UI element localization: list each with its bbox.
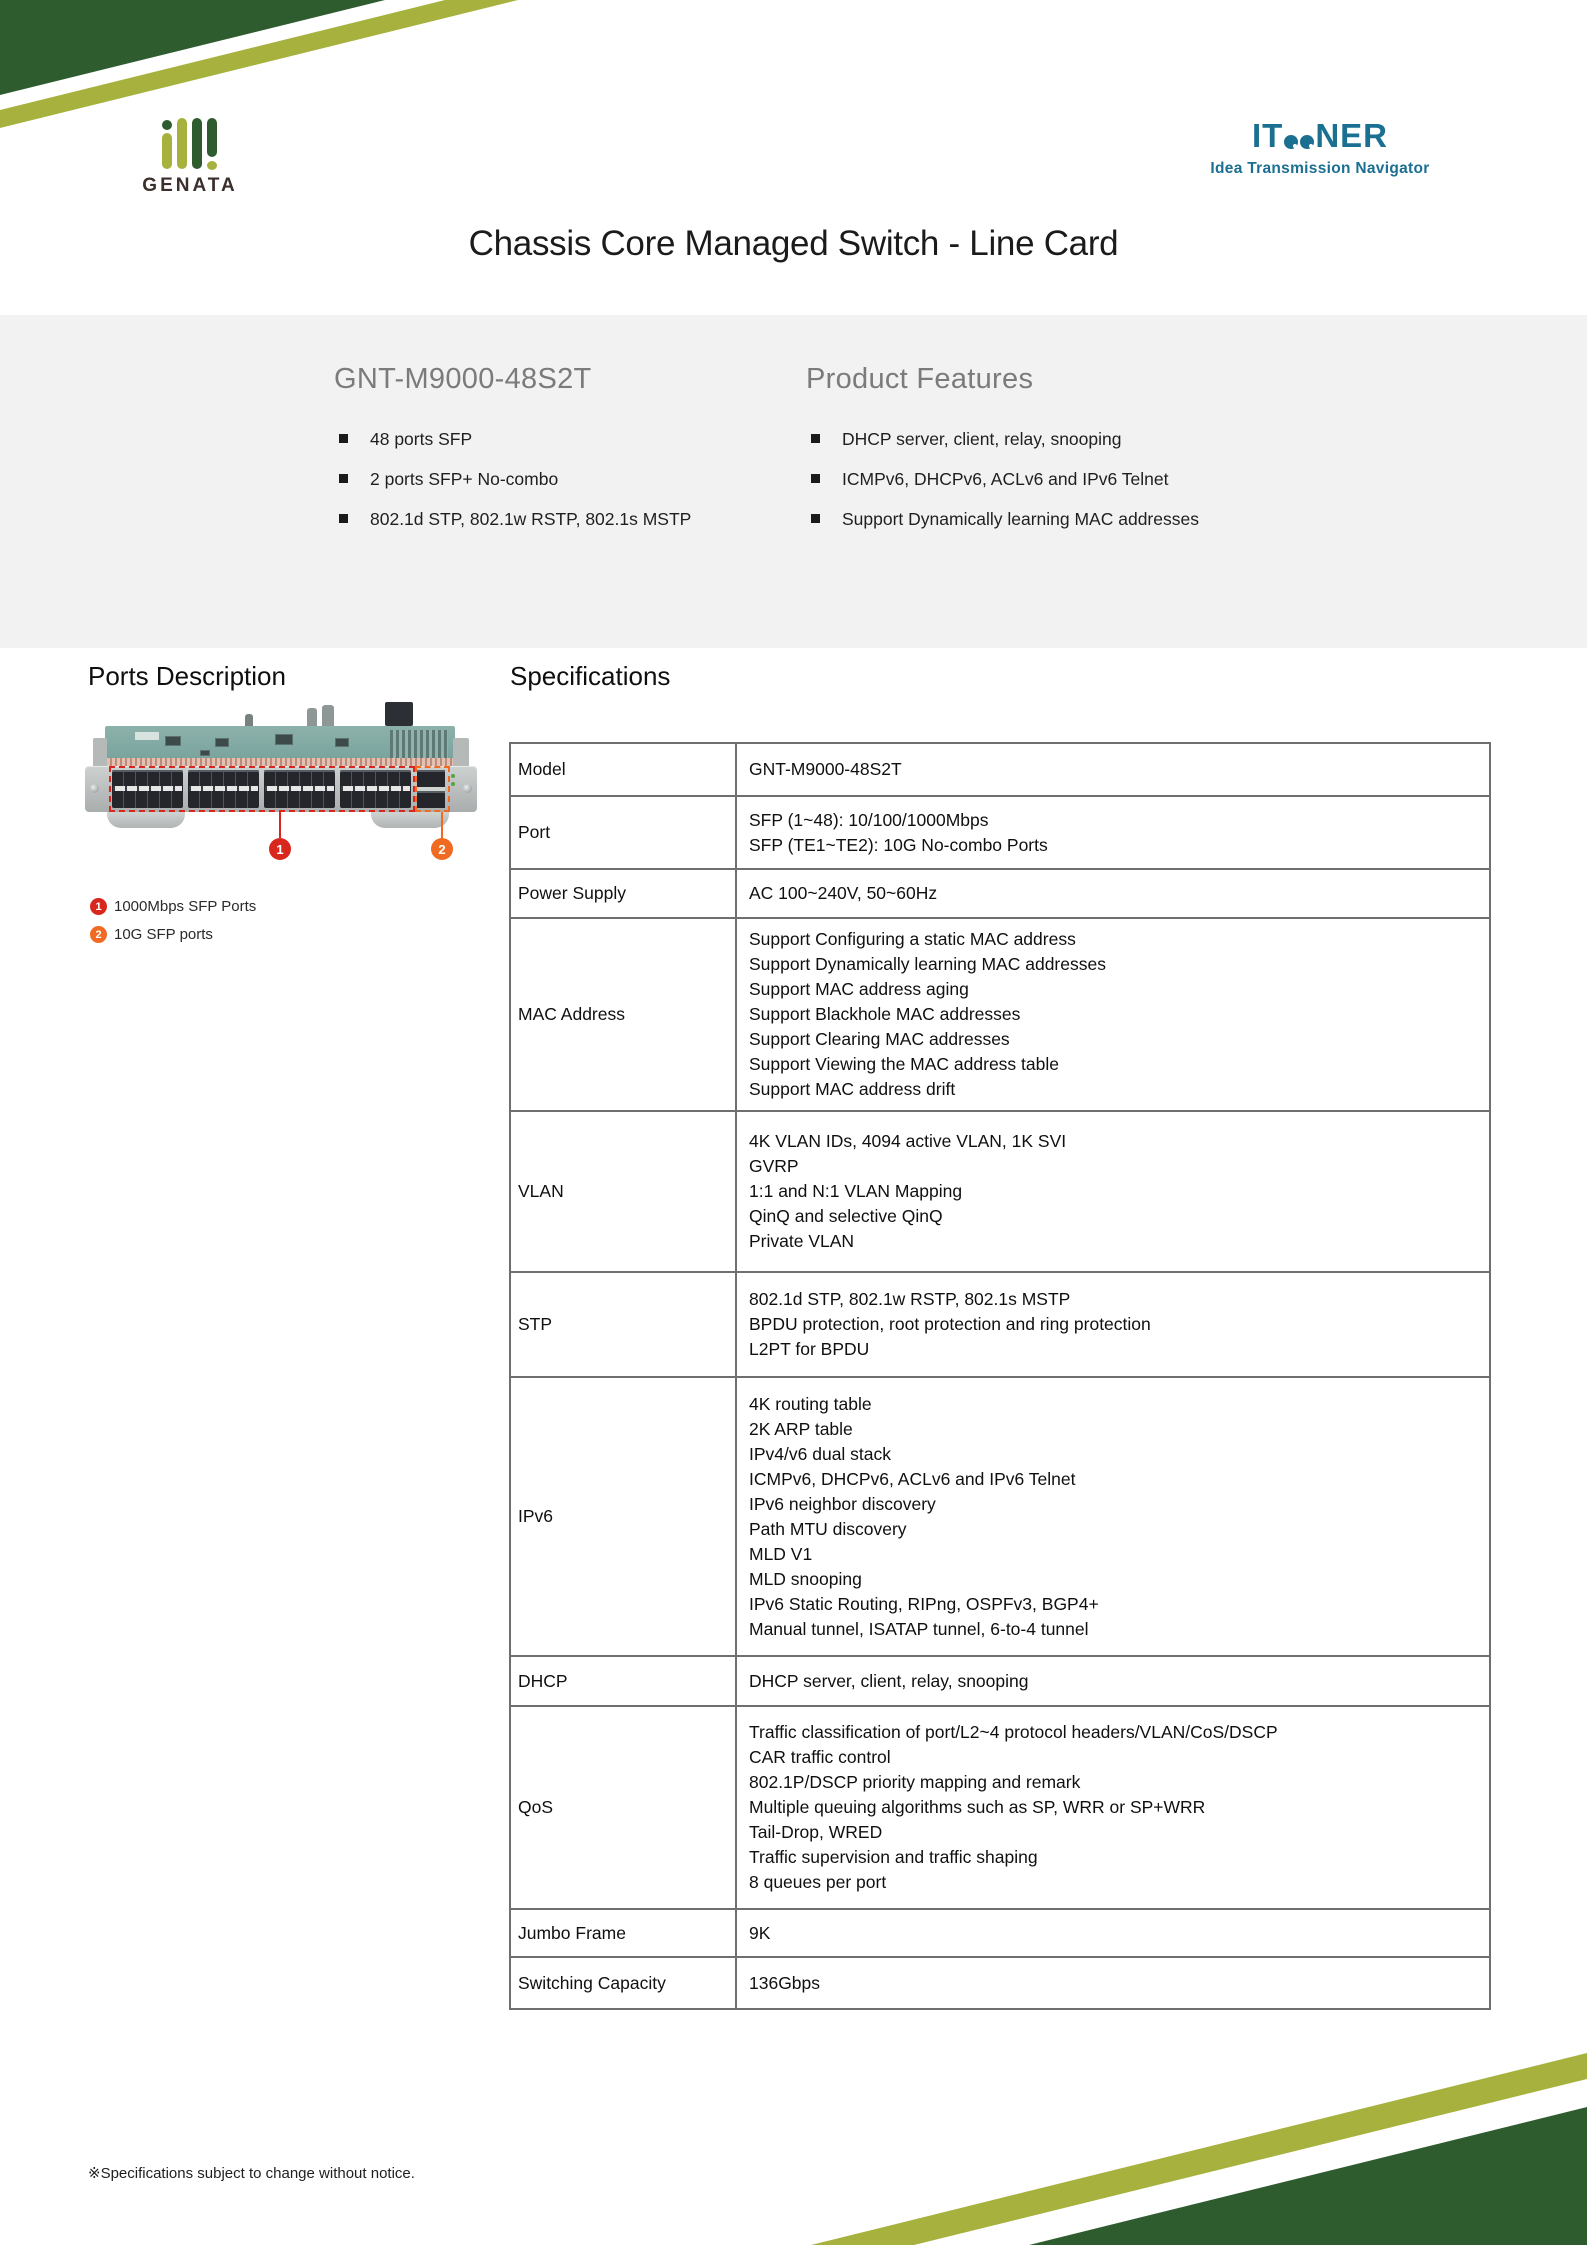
spec-value-line: L2PT for BPDU <box>749 1339 870 1359</box>
table-row <box>511 919 1489 1112</box>
list-item <box>811 509 1199 549</box>
table-row <box>511 744 1489 797</box>
spec-row-label: Jumbo Frame <box>511 1910 737 1956</box>
product-features-heading: Product Features <box>806 363 1034 395</box>
spec-row-label: Switching Capacity <box>511 1958 737 2008</box>
list-item <box>811 429 1199 469</box>
spec-value-line: ICMPv6, DHCPv6, ACLv6 and IPv6 Telnet <box>749 1468 1076 1489</box>
genata-logo-bar-icon <box>162 133 172 169</box>
page-title: Chassis Core Managed Switch - Line Card <box>468 224 1119 263</box>
footnote: ※Specifications subject to change without notice. <box>88 2165 415 2182</box>
header-stripe-olive <box>0 0 518 128</box>
bullet-text: 802.1d STP, 802.1w RSTP, 802.1s MSTP <box>370 509 692 529</box>
specifications-table <box>509 742 1491 2010</box>
genata-logo-bar-icon <box>177 118 187 169</box>
spec-value-line: Path MTU discovery <box>749 1518 907 1539</box>
spec-row-value <box>737 1958 1489 2008</box>
spec-value-line: 136Gbps <box>749 1972 821 1993</box>
spec-row-value <box>737 1707 1489 1908</box>
spec-value-line: IPv6 neighbor discovery <box>749 1493 936 1514</box>
pcb-connector-icon <box>385 702 413 726</box>
features-bullet-list <box>811 429 1199 549</box>
spec-row-label: Power Supply <box>511 870 737 917</box>
table-row <box>511 1657 1489 1707</box>
itooner-wordmark-right: NER <box>1315 117 1388 154</box>
spec-value-line: 8 queues per port <box>749 1872 887 1892</box>
pcb-label <box>135 732 159 740</box>
pcb-chip-icon <box>215 738 229 747</box>
itooner-tagline: Idea Transmission Navigator <box>1210 160 1430 177</box>
pcb-chip-icon <box>275 734 293 745</box>
genata-logo-dot-icon <box>162 120 172 130</box>
spec-value-line: 802.1d STP, 802.1w RSTP, 802.1s MSTP <box>749 1289 1071 1309</box>
spec-row-value <box>737 919 1489 1110</box>
spec-value-line: 802.1P/DSCP priority mapping and remark <box>749 1772 1081 1792</box>
spec-value-line: SFP (1~48): 10/100/1000Mbps <box>749 809 989 830</box>
list-item <box>339 509 691 549</box>
line-card-illustration <box>85 700 477 868</box>
footer-stripe-dark <box>1029 2107 1587 2245</box>
genata-logo-bar-icon <box>207 118 217 157</box>
spec-value-line: 4K routing table <box>749 1393 872 1414</box>
bullet-text: 2 ports SFP+ No-combo <box>370 469 559 489</box>
spec-row-label: MAC Address <box>511 919 737 1110</box>
spec-value-line: SFP (TE1~TE2): 10G No-combo Ports <box>749 834 1048 855</box>
spec-value-line: Support Blackhole MAC addresses <box>749 1004 1021 1024</box>
spec-row-label: QoS <box>511 1707 737 1908</box>
bracket-post <box>93 738 107 768</box>
itooner-logo <box>1165 118 1475 178</box>
sfp-ports-callout-box <box>109 766 415 812</box>
spec-value-line: BPDU protection, root protection and ring protection <box>749 1314 1151 1334</box>
callout-line <box>441 812 443 838</box>
list-item <box>339 469 691 509</box>
product-summary-band <box>0 315 1587 648</box>
pcb-chip-icon <box>200 750 210 756</box>
spec-row-value <box>737 1273 1489 1376</box>
bullet-square-icon <box>339 474 348 483</box>
bullet-text: DHCP server, client, relay, snooping <box>842 429 1122 449</box>
table-row <box>511 1273 1489 1378</box>
spec-value-line: Traffic supervision and traffic shaping <box>749 1847 1038 1867</box>
sfp-plus-callout-box <box>415 766 450 812</box>
bullet-square-icon <box>811 514 820 523</box>
screw-icon <box>463 784 472 793</box>
header-stripe-dark <box>0 0 385 95</box>
legend-label: 10G SFP ports <box>114 926 213 943</box>
model-bullet-list <box>339 429 691 549</box>
genata-logo-dot-icon <box>207 161 217 170</box>
spec-value-line: IPv6 Static Routing, RIPng, OSPFv3, BGP4+ <box>749 1593 1099 1614</box>
spec-value-line: Support MAC address aging <box>749 979 969 999</box>
table-row <box>511 1112 1489 1273</box>
table-row <box>511 870 1489 919</box>
spec-value-line: Traffic classification of port/L2~4 protocol headers/VLAN/CoS/DSCP <box>749 1722 1278 1742</box>
itooner-o-icon <box>1300 135 1314 149</box>
marker-1-icon: 1 <box>269 838 291 860</box>
spec-value-line: 4K VLAN IDs, 4094 active VLAN, 1K SVI <box>749 1131 1067 1151</box>
legend-marker-2-icon: 2 <box>90 926 107 943</box>
spec-value-line: GVRP <box>749 1156 799 1176</box>
spec-row-label: DHCP <box>511 1657 737 1705</box>
product-model-heading: GNT-M9000-48S2T <box>334 363 592 395</box>
table-row <box>511 1707 1489 1910</box>
spec-value-line: Support MAC address drift <box>749 1079 956 1099</box>
pcb-chip-icon <box>165 736 181 746</box>
spec-value-line: AC 100~240V, 50~60Hz <box>749 883 938 903</box>
bullet-square-icon <box>811 474 820 483</box>
genata-logo <box>140 112 240 204</box>
spec-row-label: Port <box>511 797 737 868</box>
status-led-icon <box>451 774 455 778</box>
legend-marker-1-icon: 1 <box>90 898 107 915</box>
spec-row-label: IPv6 <box>511 1378 737 1655</box>
card-handle <box>107 812 185 828</box>
spec-value-line: Multiple queuing algorithms such as SP, WRR or SP+WRR <box>749 1797 1206 1817</box>
pcb-component-icon <box>245 714 253 726</box>
pcb-board <box>105 726 455 768</box>
itooner-wordmark <box>1165 118 1475 154</box>
spec-value-line: 1:1 and N:1 VLAN Mapping <box>749 1181 963 1201</box>
bullet-square-icon <box>339 434 348 443</box>
spec-row-label: STP <box>511 1273 737 1376</box>
status-led-icon <box>451 782 455 786</box>
spec-value-line: Manual tunnel, ISATAP tunnel, 6-to-4 tunnel <box>749 1618 1089 1639</box>
bullet-text: ICMPv6, DHCPv6, ACLv6 and IPv6 Telnet <box>842 469 1169 489</box>
legend-label: 1000Mbps SFP Ports <box>114 898 257 915</box>
specifications-heading: Specifications <box>510 661 671 691</box>
spec-value-line: 9K <box>749 1922 771 1943</box>
spec-value-line: IPv4/v6 dual stack <box>749 1443 892 1464</box>
spec-value-line: DHCP server, client, relay, snooping <box>749 1670 1029 1691</box>
spec-row-value <box>737 1112 1489 1271</box>
spec-value-line: MLD V1 <box>749 1543 813 1564</box>
spec-row-value <box>737 870 1489 917</box>
spec-value-line: Support Configuring a static MAC address <box>749 929 1076 949</box>
list-item <box>811 469 1199 509</box>
spec-value-line: Tail-Drop, WRED <box>749 1822 883 1842</box>
spec-value-line: Support Viewing the MAC address table <box>749 1054 1059 1074</box>
spec-value-line: Support Clearing MAC addresses <box>749 1029 1010 1049</box>
spec-value-line: Support Dynamically learning MAC addresses <box>749 954 1106 974</box>
ports-description-heading: Ports Description <box>88 661 286 691</box>
genata-wordmark: GENATA <box>142 175 238 196</box>
spec-value-line: Private VLAN <box>749 1231 855 1251</box>
list-item <box>339 429 691 469</box>
spec-value-line: 2K ARP table <box>749 1418 853 1439</box>
bullet-text: Support Dynamically learning MAC addresses <box>842 509 1199 529</box>
legend-item <box>90 926 213 943</box>
bullet-square-icon <box>811 434 820 443</box>
bracket-post <box>453 738 469 768</box>
table-row <box>511 797 1489 870</box>
spec-value-line: MLD snooping <box>749 1568 862 1589</box>
table-row <box>511 1378 1489 1657</box>
footer-stripe-olive <box>811 2053 1587 2245</box>
heatsink-icon <box>390 730 448 758</box>
itooner-o-icon <box>1284 135 1298 149</box>
spec-row-value <box>737 1910 1489 1956</box>
spec-row-value <box>737 1657 1489 1705</box>
spec-row-value <box>737 797 1489 868</box>
marker-2-icon: 2 <box>431 838 453 860</box>
table-row <box>511 1910 1489 1958</box>
pcb-chip-icon <box>335 738 349 747</box>
spec-row-label: Model <box>511 744 737 795</box>
bullet-text: 48 ports SFP <box>370 429 473 449</box>
spec-row-value <box>737 1378 1489 1655</box>
spec-row-value <box>737 744 1489 795</box>
pcb-capacitor-icon <box>322 705 334 726</box>
legend-item <box>90 898 256 915</box>
table-row <box>511 1958 1489 2008</box>
spec-value-line: QinQ and selective QinQ <box>749 1206 943 1226</box>
card-handle <box>371 812 449 828</box>
bullet-square-icon <box>339 514 348 523</box>
genata-logo-bar-icon <box>192 118 202 169</box>
pcb-capacitor-icon <box>307 708 317 726</box>
screw-icon <box>90 784 99 793</box>
itooner-wordmark-left: IT <box>1251 117 1284 154</box>
spec-value-line: GNT-M9000-48S2T <box>749 759 902 779</box>
callout-line <box>279 812 281 838</box>
spec-value-line: CAR traffic control <box>749 1747 891 1767</box>
spec-row-label: VLAN <box>511 1112 737 1271</box>
